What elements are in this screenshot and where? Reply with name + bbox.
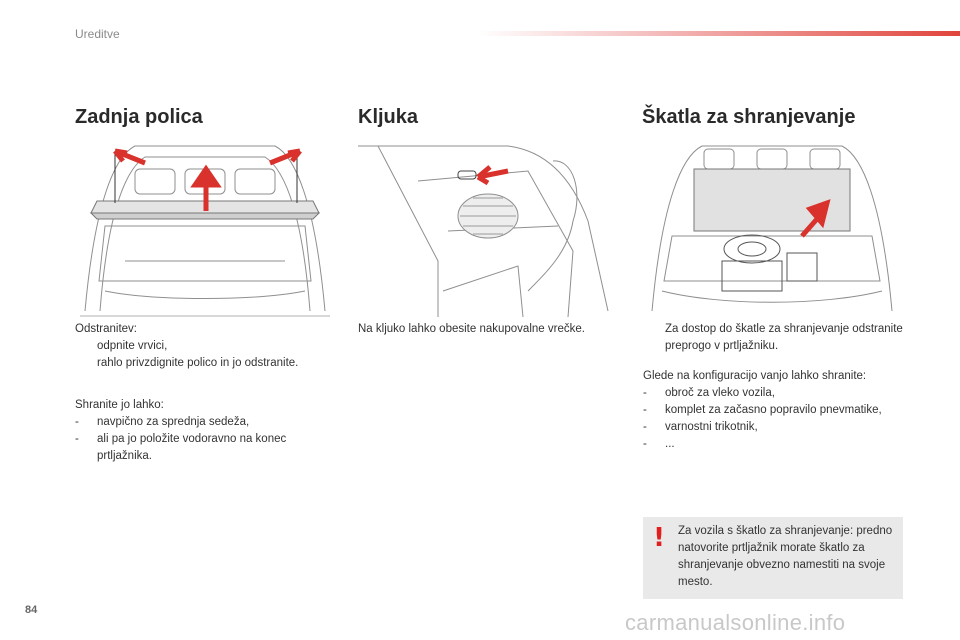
dash-bullet: -	[643, 438, 647, 450]
list-item	[643, 436, 908, 453]
hook-illustration	[358, 141, 618, 317]
list-item-text: ...	[665, 438, 675, 450]
list-item	[75, 414, 315, 431]
list-item	[643, 385, 908, 402]
list-item	[643, 419, 908, 436]
rear-shelf-illustration	[75, 141, 335, 317]
exclamation-icon: !	[653, 523, 665, 553]
list-item-text: obroč za vleko vozila,	[665, 387, 775, 399]
pointer-bullet-icon	[75, 355, 97, 372]
pointer-bullet-icon	[643, 321, 665, 355]
header-accent-bar	[478, 31, 960, 36]
storage-box-contents	[643, 368, 908, 453]
dash-bullet: -	[643, 387, 647, 399]
list-item	[643, 321, 905, 355]
hook-description: Na kljuko lahko obesite nakupovalne vrečke.	[358, 323, 585, 335]
list-item-text: ali pa jo položite vodoravno na konec prtljažnika.	[97, 433, 287, 462]
list-item-text: rahlo privzdignite polico in jo odstranite.	[97, 357, 299, 369]
list-item	[643, 402, 908, 419]
storage-box-access	[643, 321, 905, 355]
list-item-text: navpično za sprednja sedeža,	[97, 416, 250, 428]
rear-shelf-removal	[75, 321, 335, 372]
rear-shelf-storage	[75, 397, 315, 465]
storage-heading: Shranite jo lahko:	[75, 399, 164, 411]
title-storage-box: Škatla za shranjevanje	[642, 106, 856, 128]
list-item-text: varnostni trikotnik,	[665, 421, 758, 433]
list-item-text: komplet za začasno popravilo pnevmatike,	[665, 404, 882, 416]
dash-bullet: -	[75, 416, 79, 428]
list-item	[75, 355, 335, 372]
dash-bullet: -	[643, 404, 647, 416]
section-label: Ureditve	[75, 27, 120, 41]
removal-heading: Odstranitev:	[75, 323, 137, 335]
storage-box-illustration	[642, 141, 902, 317]
dash-bullet: -	[75, 433, 79, 445]
dash-bullet: -	[643, 421, 647, 433]
warning-text: Za vozila s škatlo za shranjevanje: predno natovorite prtljažnik morate škatlo za shranjevanje obvezno namestiti na svoje mesto.	[678, 525, 893, 588]
list-item	[75, 338, 335, 355]
pointer-bullet-icon	[75, 338, 97, 355]
config-heading: Glede na konfiguracijo vanjo lahko shranite:	[643, 370, 867, 382]
watermark: carmanualsonline.info	[625, 610, 846, 635]
title-rear-shelf: Zadnja polica	[75, 106, 203, 128]
list-item-text: odpnite vrvici,	[97, 340, 168, 352]
list-item-text: Za dostop do škatle za shranjevanje odstranite preprogo v prtljažniku.	[665, 323, 903, 352]
warning-note	[643, 517, 903, 599]
list-item	[75, 431, 315, 465]
page-number: 84	[25, 604, 38, 616]
title-hook: Kljuka	[358, 106, 419, 128]
